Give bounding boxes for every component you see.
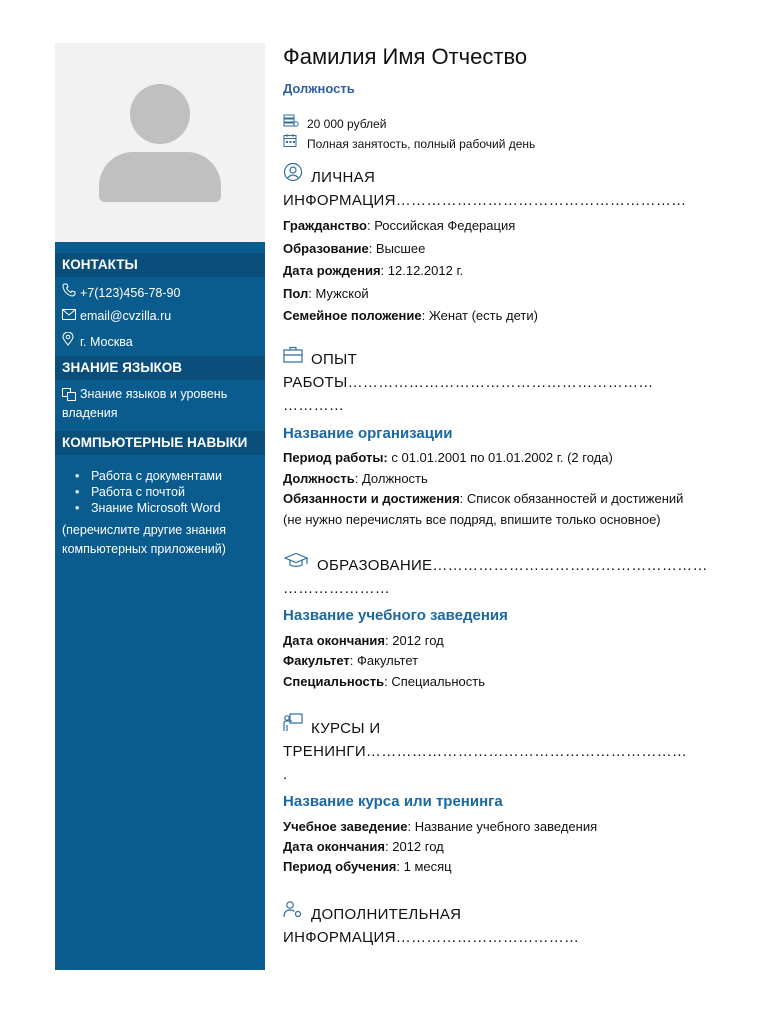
calendar-icon bbox=[283, 133, 307, 148]
course-row: Дата окончания: 2012 год bbox=[283, 839, 444, 854]
education-section-title: ОБРАЗОВАНИЕ……………………………………………… ………………… bbox=[283, 552, 728, 600]
section-title-dots: РАБОТЫ…………………………………………………… bbox=[283, 374, 654, 391]
languages-heading: ЗНАНИЕ ЯЗЫКОВ bbox=[55, 356, 265, 380]
presenter-board-icon bbox=[283, 713, 311, 733]
location-pin-icon bbox=[62, 332, 80, 346]
contact-email bbox=[62, 307, 171, 325]
translate-icon bbox=[62, 388, 80, 401]
section-title-dots: ………………… bbox=[283, 580, 391, 597]
avatar-body-shape bbox=[99, 152, 221, 202]
contacts-heading: КОНТАКТЫ bbox=[55, 253, 265, 277]
salary-line bbox=[283, 114, 386, 131]
skills-note: (перечислите другие знания компьютерных приложений) bbox=[62, 523, 226, 556]
schedule-line bbox=[283, 133, 535, 151]
full-name: Фамилия Имя Отчество bbox=[283, 44, 528, 69]
user-circle-icon bbox=[283, 162, 311, 182]
course-row: Учебное заведение: Название учебного заведения bbox=[283, 819, 598, 834]
personal-row: Дата рождения: 12.12.2012 г. bbox=[283, 263, 464, 278]
sidebar bbox=[55, 43, 265, 970]
phone-icon bbox=[62, 283, 80, 297]
position-title: Должность bbox=[283, 81, 355, 96]
additional-section-title: ДОПОЛНИТЕЛЬНАЯ ИНФОРМАЦИЯ……………………………… bbox=[283, 899, 728, 949]
personal-row: Семейное положение: Женат (есть дети) bbox=[283, 308, 538, 323]
envelope-icon bbox=[62, 309, 80, 320]
profile-photo-placeholder bbox=[55, 43, 265, 242]
education-row: Дата окончания: 2012 год bbox=[283, 633, 444, 648]
section-title-dots: ИНФОРМАЦИЯ………………………………………………… bbox=[283, 192, 687, 209]
list-item: • Работа с документами bbox=[91, 468, 222, 484]
personal-row: Пол: Мужской bbox=[283, 286, 369, 301]
experience-row: Должность: Должность bbox=[283, 471, 428, 486]
personal-row: Образование: Высшее bbox=[283, 241, 426, 256]
institution-name: Название учебного заведения bbox=[283, 607, 508, 624]
user-settings-icon bbox=[283, 899, 311, 919]
organization-name: Название организации bbox=[283, 425, 453, 442]
city-text: г. Москва bbox=[80, 335, 133, 349]
money-stack-icon bbox=[283, 114, 307, 128]
education-row: Специальность: Специальность bbox=[283, 674, 485, 689]
contact-city bbox=[62, 332, 133, 351]
skills-list bbox=[91, 468, 222, 516]
experience-row: Период работы: с 01.01.2001 по 01.01.2002 г. (2 года) bbox=[283, 450, 613, 465]
course-row: Период обучения: 1 месяц bbox=[283, 859, 452, 874]
schedule-text: Полная занятость, полный рабочий день bbox=[307, 137, 536, 151]
section-title-dots: ИНФОРМАЦИЯ……………………………… bbox=[283, 929, 580, 946]
briefcase-icon bbox=[283, 346, 311, 364]
personal-row: Гражданство: Российская Федерация bbox=[283, 218, 516, 233]
section-title-dots: . bbox=[283, 766, 288, 783]
education-row: Факультет: Факультет bbox=[283, 653, 419, 668]
section-title-dots: ………… bbox=[283, 397, 345, 414]
courses-section-title: КУРСЫ И ТРЕНИНГИ……………………………………………………… . bbox=[283, 713, 728, 786]
list-item: • Знание Microsoft Word bbox=[91, 500, 222, 516]
skills-heading: КОМПЬЮТЕРНЫЕ НАВЫКИ bbox=[55, 431, 265, 455]
course-name: Название курса или тренинга bbox=[283, 793, 503, 810]
experience-row: Обязанности и достижения: Список обязанностей и достижений bbox=[283, 491, 684, 506]
personal-section-title: ЛИЧНАЯ ИНФОРМАЦИЯ………………………………………………… bbox=[283, 162, 728, 212]
section-title-dots: ТРЕНИНГИ……………………………………………………… bbox=[283, 743, 688, 760]
experience-row-cont: (не нужно перечислять все подряд, впишите только основное) bbox=[283, 512, 661, 527]
contact-phone bbox=[62, 283, 180, 302]
languages-block bbox=[62, 385, 260, 423]
graduation-cap-icon bbox=[283, 552, 317, 570]
phone-text: +7(123)456-78-90 bbox=[80, 286, 181, 300]
languages-text: Знание языков и уровень владения bbox=[62, 387, 228, 420]
salary-text: 20 000 рублей bbox=[307, 117, 387, 131]
email-text: email@cvzilla.ru bbox=[80, 309, 172, 323]
avatar-head-shape bbox=[130, 84, 190, 144]
list-item: • Работа с почтой bbox=[91, 484, 222, 500]
experience-section-title: ОПЫТ РАБОТЫ…………………………………………………… ………… bbox=[283, 346, 728, 417]
